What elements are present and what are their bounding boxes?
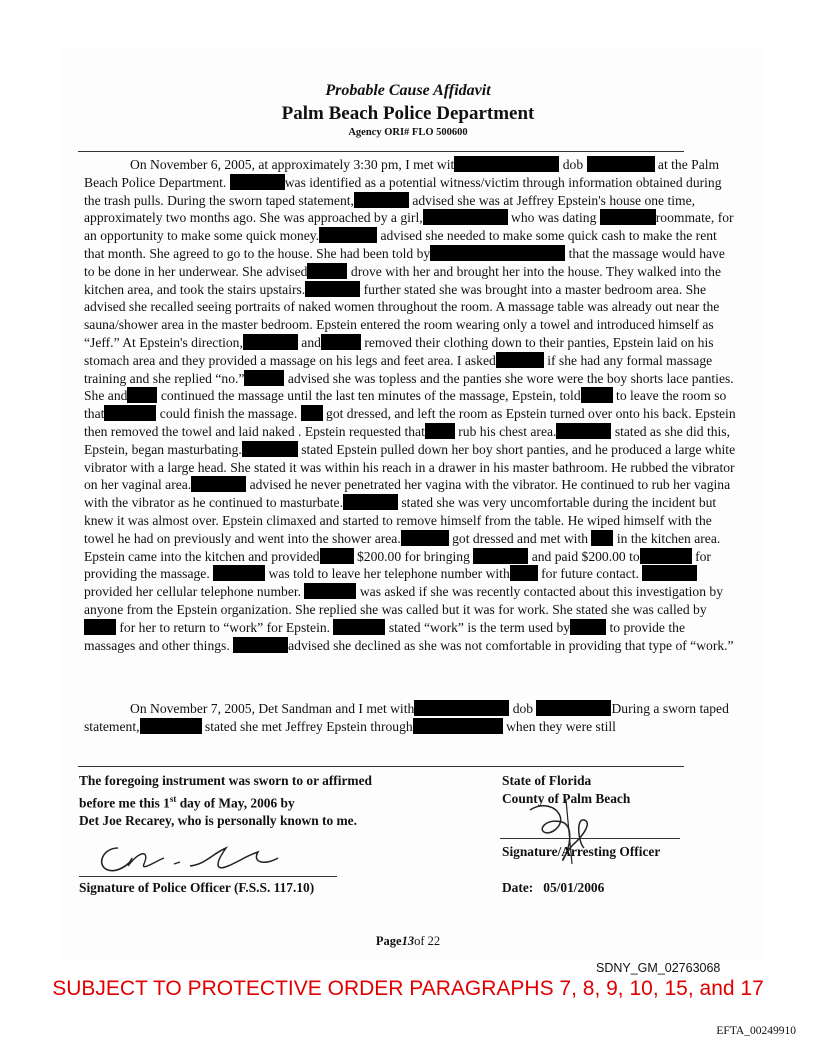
- p1-text: advised she was topless and the panties she wore were the boy shorts lace panties. She and: [84, 370, 734, 404]
- county: County of Palm Beach: [502, 791, 631, 806]
- redaction: [230, 174, 285, 190]
- redaction: [640, 548, 692, 564]
- redaction: [307, 263, 347, 279]
- efta-number: EFTA_00249910: [716, 1025, 796, 1037]
- redaction: [423, 209, 508, 225]
- p1-text: got dressed, and left the room as Epstein turned over onto his back. Epstein then removed the towel and laid naked . Epstein requested that: [84, 406, 736, 439]
- page-current: 13: [401, 934, 415, 948]
- p1-text: was told to leave her telephone number with: [268, 566, 510, 582]
- page-number: [0, 934, 816, 949]
- affidavit-body-paragraph-2: [84, 700, 736, 736]
- p1-text: if she had any formal massage training and she replied “no.”: [84, 352, 713, 386]
- arresting-officer-signature-line: [500, 838, 680, 839]
- agency-ori: Agency ORI# FLO 500600: [348, 127, 468, 138]
- p1-text: $200.00 for bringing: [356, 548, 470, 564]
- p2-text: On November 7, 2005, Det Sandman and I met with: [130, 701, 415, 716]
- header-rule: [78, 151, 684, 152]
- p1-text: could finish the massage.: [159, 406, 298, 422]
- redaction: [84, 619, 116, 635]
- p1-text: to leave the room so that: [84, 388, 727, 422]
- redaction: [570, 619, 606, 635]
- p1-text: stated she was very uncomfortable during the incident but knew it was almost over. Epstein climaxed and started to remove himself from the table. He wiped himself with the towel he had on previously and went into the shower area.: [84, 495, 717, 546]
- footer-rule: [78, 766, 684, 767]
- p1-text: rub his chest area.: [458, 423, 557, 439]
- p1-text: roommate, for an opportunity to make some quick money.: [84, 210, 734, 244]
- arresting-officer-label: Signature/Arresting Officer: [502, 844, 661, 859]
- p1-text: for future contact.: [541, 566, 639, 582]
- p1-text: that the massage would have to be done in her underwear. She advised: [84, 245, 725, 279]
- redaction: [473, 548, 528, 564]
- protective-order-notice: SUBJECT TO PROTECTIVE ORDER PARAGRAPHS 7, 8, 9, 10, 15, and 17: [52, 977, 764, 1000]
- p1-text: advised she needed to make some quick cash to make the rent that month. She agreed to go to the house. She had been told by: [84, 228, 717, 261]
- redaction: [244, 370, 284, 386]
- p1-text: stated Epstein pulled down her boy short panties, and he produced a large white vibrator with a large head. She stated it was within his reach in a drawer in his master bathroom. He rubbed the vibrator on her vaginal area.: [84, 441, 736, 493]
- redaction: [305, 281, 360, 297]
- p1-text: got dressed and met with: [452, 530, 589, 546]
- redaction: [581, 387, 613, 403]
- affidavit-title: Probable Cause Affidavit: [325, 82, 491, 99]
- p1-text: for providing the massage.: [84, 548, 711, 582]
- page-prefix: Page: [375, 934, 402, 948]
- redaction: [425, 423, 455, 439]
- oath-line-1: The foregoing instrument was sworn to or affirmed: [79, 773, 372, 788]
- date-label: Date:: [502, 880, 534, 895]
- oath-date-sup: st: [169, 794, 177, 804]
- p1-text: who was dating: [511, 210, 597, 226]
- p1-text: continued the massage until the last ten minutes of the massage, Epstein, told: [160, 388, 581, 404]
- oath-statement: [79, 772, 372, 830]
- redaction: [414, 700, 509, 716]
- redaction: [454, 156, 559, 172]
- redaction: [354, 192, 409, 208]
- redaction: [430, 245, 565, 261]
- p1-text: drove with her and brought her into the house. They walked into the kitchen area, and took the stairs upstairs.: [84, 263, 721, 297]
- p1-text: was asked if she was recently contacted about this investigation by anyone from the Epstein organization. She replied she was called but it was for work. She stated she was called by: [84, 584, 724, 617]
- department-title: Palm Beach Police Department: [281, 103, 535, 124]
- p1-text: to provide the massages and other things.: [84, 619, 685, 653]
- redaction: [510, 565, 538, 581]
- police-officer-signature-label: Signature of Police Officer (F.S.S. 117.10): [79, 880, 315, 895]
- redaction: [243, 334, 298, 350]
- redaction: [320, 548, 354, 564]
- p1-text: dob: [562, 157, 584, 172]
- police-officer-signature: [88, 836, 288, 878]
- date-value: 05/01/2006: [543, 880, 605, 895]
- redaction: [333, 619, 385, 635]
- p1-text: provided her cellular telephone number.: [84, 584, 302, 600]
- redaction: [556, 423, 611, 439]
- redaction: [213, 565, 265, 581]
- redaction: [587, 156, 655, 172]
- redaction: [401, 530, 449, 546]
- redaction: [536, 700, 611, 716]
- p1-text: advised she was at Jeffrey Epstein's house one time, approximately two months ago. She was approached by a girl,: [84, 192, 696, 226]
- p1-text: stated “work” is the term used by: [388, 619, 571, 635]
- p1-text: stated as she did this, Epstein, began masturbating.: [84, 423, 730, 457]
- bates-number: SDNY_GM_02763068: [596, 961, 721, 975]
- arresting-officer-signature: [520, 792, 610, 872]
- signature-date: [502, 880, 604, 896]
- redaction: [191, 476, 246, 492]
- redaction: [304, 583, 356, 599]
- p2-text: dob: [512, 701, 534, 716]
- p1-text: On November 6, 2005, at approximately 3:30 pm, I met wit: [130, 157, 455, 172]
- redaction: [496, 352, 544, 368]
- p1-text: advised he never penetrated her vagina with the vibrator. He continued to rub her vagina with the vibrator as he continued to masturbate.: [84, 477, 731, 511]
- redaction: [127, 387, 157, 403]
- redaction: [104, 405, 156, 421]
- affidavit-body-paragraph-1: [84, 156, 736, 654]
- p1-text: advised she declined as she was not comfortable in providing that type of “work.”: [288, 637, 734, 653]
- page-suffix: of 22: [414, 934, 441, 948]
- redaction: [140, 718, 202, 734]
- oath-date-prefix: before me this 1: [79, 795, 170, 811]
- oath-line-2: [79, 790, 372, 812]
- redaction: [413, 718, 503, 734]
- redaction: [343, 494, 398, 510]
- p2-text: During a sworn taped statement,: [84, 701, 729, 734]
- redaction: [242, 441, 298, 457]
- p1-text: further stated she was brought into a master bedroom area. She advised she recalled seeing portraits of naked women throughout the room. A massage table was already out near the sauna/shower area in the master bedroom. Epstein entered the room wearing only a towel and introduced himself as “Jeff.” At Epstein's direction,: [84, 281, 720, 350]
- redaction: [319, 227, 377, 243]
- p1-text: for her to return to “work” for Epstein.: [119, 619, 331, 635]
- p1-text: in the kitchen area. Epstein came into the kitchen and provided: [84, 530, 721, 564]
- state: State of Florida: [502, 773, 592, 788]
- redaction: [642, 565, 697, 581]
- redaction: [301, 405, 323, 421]
- p1-text: at the Palm Beach Police Department.: [84, 157, 720, 190]
- redaction: [600, 209, 656, 225]
- redaction: [321, 334, 361, 350]
- p1-text: and paid $200.00 to: [531, 548, 640, 564]
- p1-text: was identified as a potential witness/victim through information obtained during the trash pulls. During the sworn taped statement,: [84, 174, 722, 208]
- redaction: [591, 530, 613, 546]
- oath-line-3: Det Joe Recarey, who is personally known to me.: [79, 813, 357, 829]
- p2-text: stated she met Jeffrey Epstein through: [204, 718, 413, 734]
- p2-text: when they were still: [506, 718, 616, 734]
- redaction: [233, 637, 288, 653]
- p1-text: removed their clothing down to their panties, Epstein laid on his stomach area and they provided a massage on his legs and feet area. I asked: [84, 334, 714, 368]
- police-officer-signature-line: [79, 876, 337, 877]
- oath-date-suffix: day of May, 2006 by: [176, 795, 295, 811]
- p1-text: and: [301, 334, 321, 350]
